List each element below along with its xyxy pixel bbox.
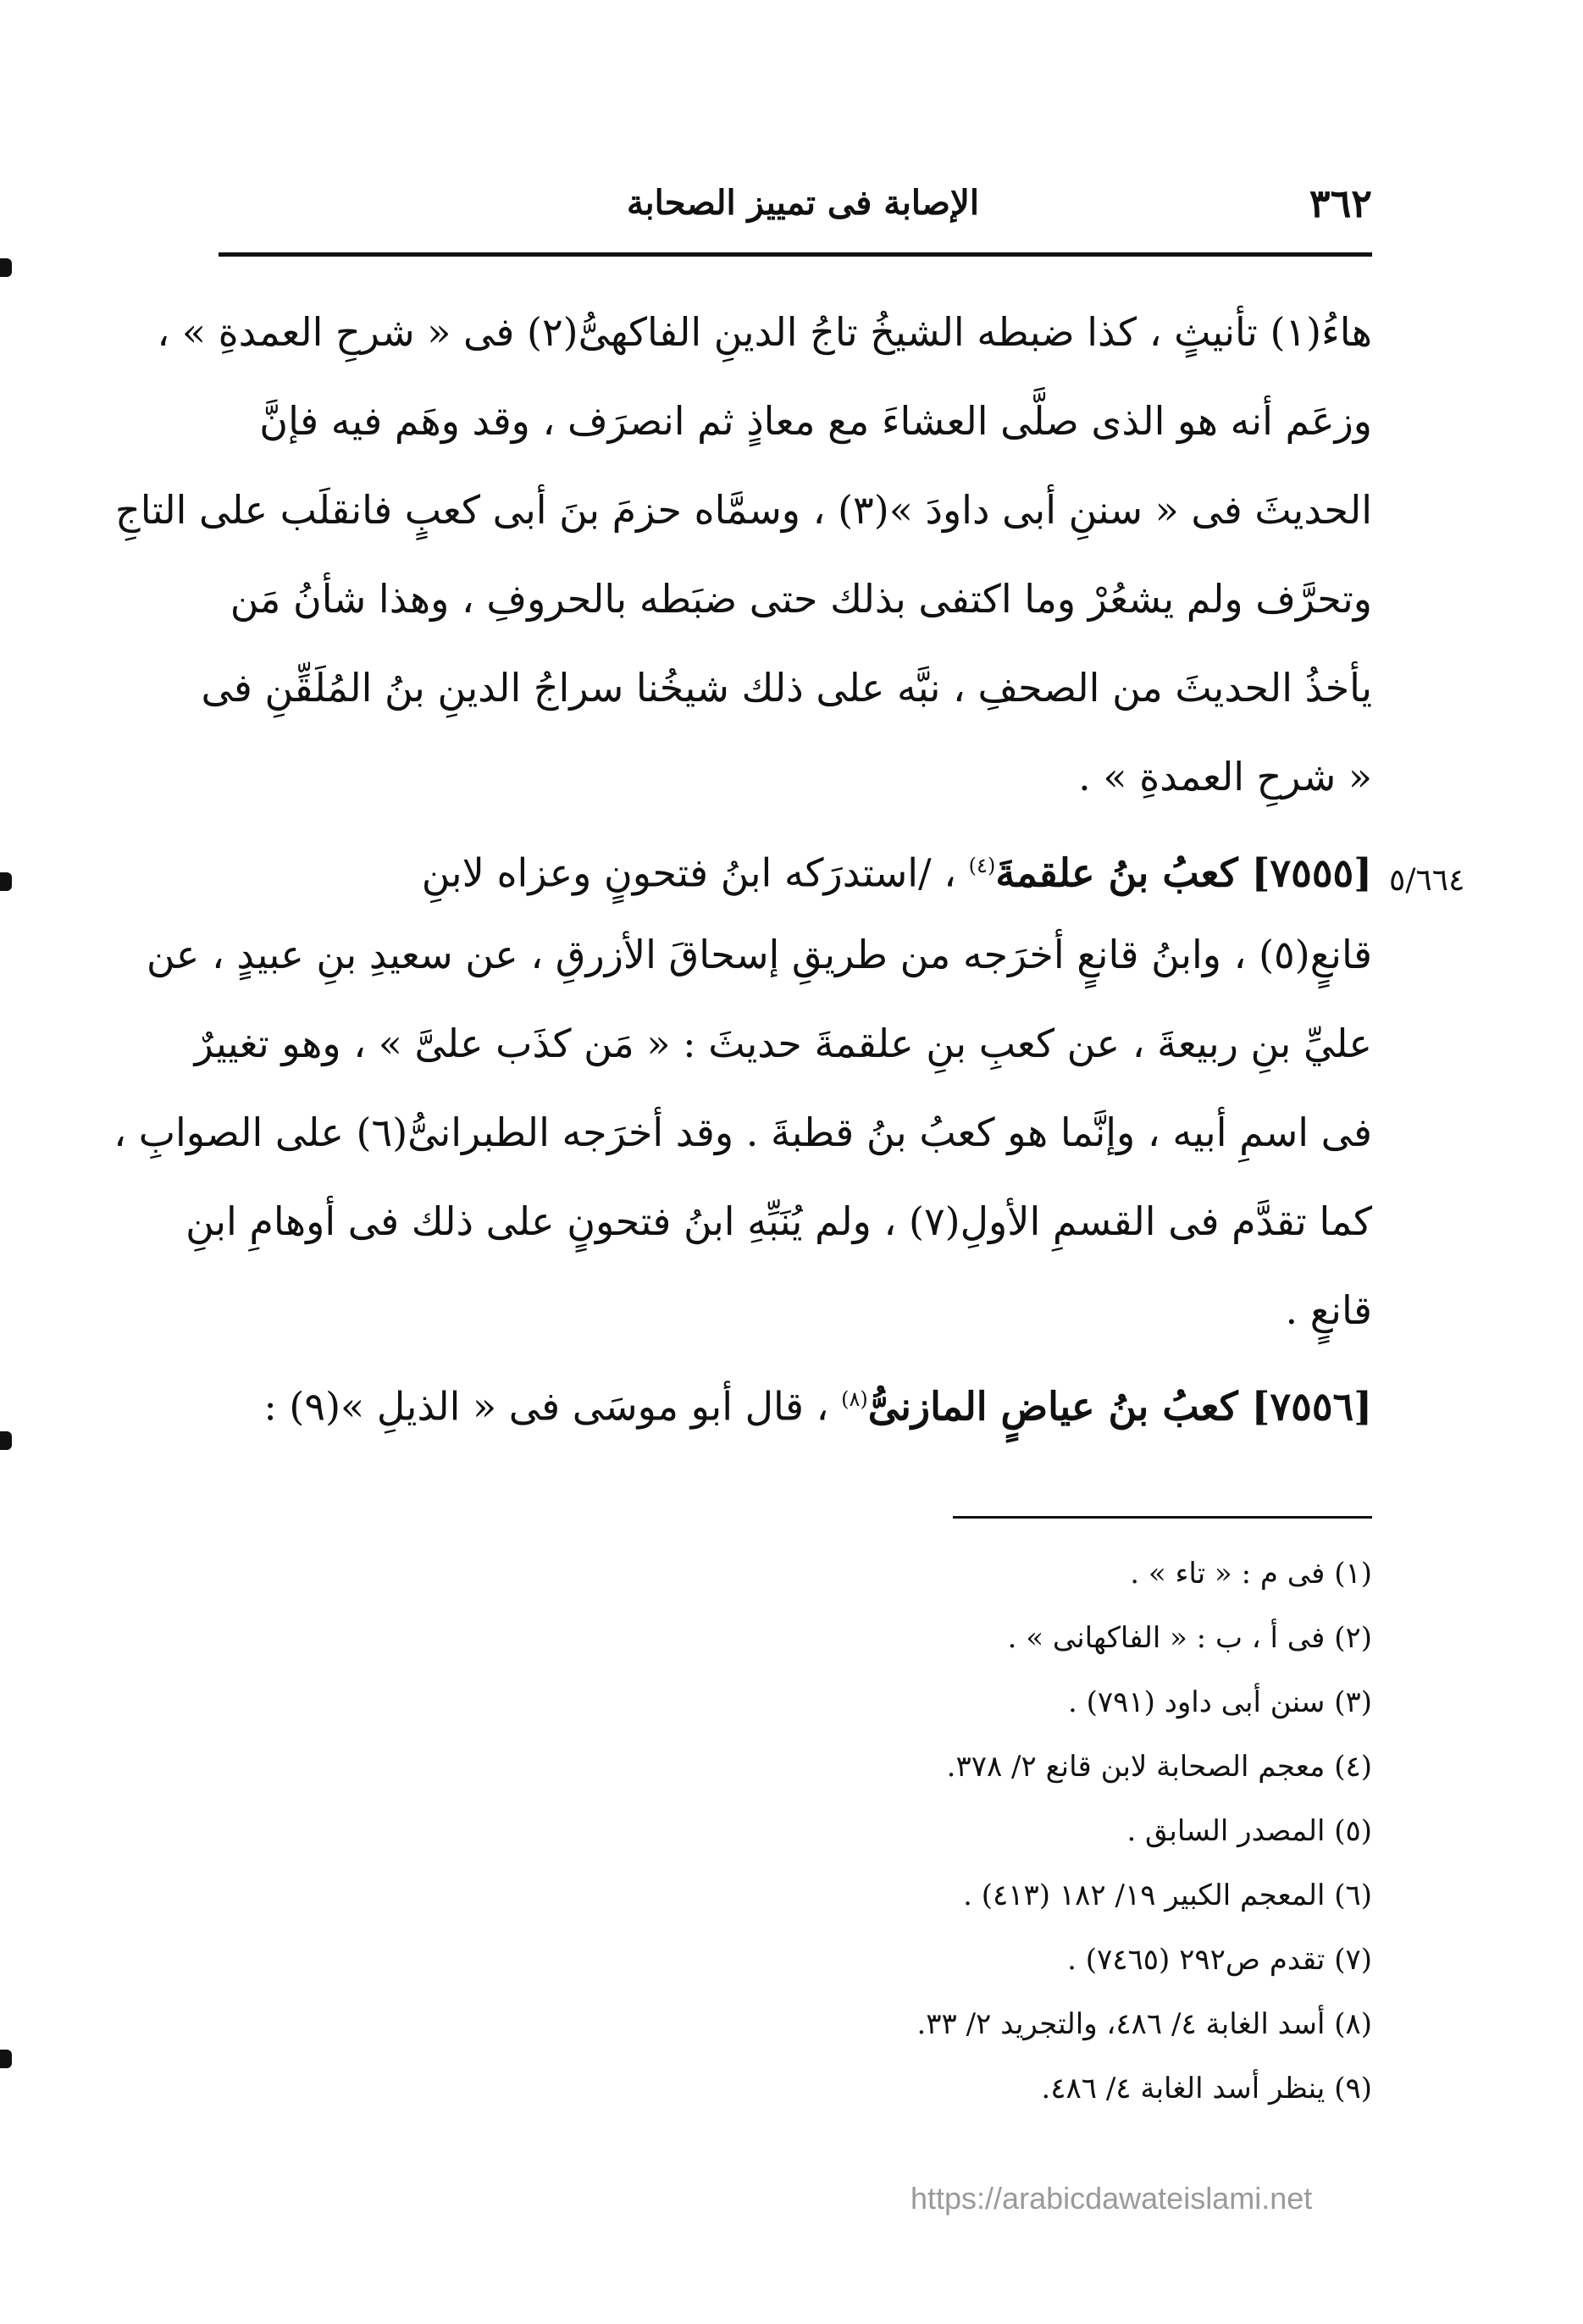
- footnote: (٥) المصدر السابق .: [1126, 1814, 1372, 1848]
- footnote: (٣) سنن أبى داود (٧٩١) .: [1067, 1685, 1372, 1719]
- footnote: (٦) المعجم الكبير ١٩/ ١٨٢ (٤١٣) .: [963, 1879, 1372, 1912]
- footnotes: [219, 1541, 1372, 2121]
- running-title: الإصابة فى تمييز الصحابة: [627, 183, 979, 223]
- footnote: (٤) معجم الصحابة لابن قانع ٢/ ٣٧٨.: [946, 1750, 1372, 1784]
- footnote-rule: [953, 1516, 1372, 1519]
- entry-7555-first-line: [219, 822, 1372, 910]
- footnote: (٧) تقدم ص٢٩٢ (٧٤٦٥) .: [1067, 1943, 1372, 1977]
- text-line: « شرحِ العمدةِ » .: [1078, 754, 1372, 800]
- page-number: ٣٦٢: [1309, 180, 1372, 226]
- entry-7555-text: ، /استدرَكه ابنُ فتحونٍ وعزاه لابنِ: [421, 849, 957, 896]
- text-line: وزعَم أنه هو الذى صلَّى العشاءَ مع معاذٍ ثم انصرَف ، وقد وهَم فيه فإنَّ: [259, 398, 1372, 444]
- text-line: يأخذُ الحديثَ من الصحفِ ، نبَّه على ذلك شيخُنا سراجُ الدينِ بنُ المُلَقِّنِ فى: [201, 665, 1372, 711]
- text-line: عليِّ بنِ ربيعةَ ، عن كعبِ بنِ علقمةَ حديثَ : « مَن كذَب علىَّ » ، وهو تغييرٌ: [194, 1021, 1372, 1066]
- entry-7555-footnote-ref: (٤): [968, 854, 996, 877]
- footnote: (٨) أسد الغابة ٤/ ٤٨٦، والتجريد ٢/ ٣٣.: [916, 2007, 1372, 2041]
- footnote: (٩) ينظر أسد الغابة ٤/ ٤٨٦.: [1041, 2072, 1372, 2105]
- text-line: الحديثَ فى « سننِ أبى داودَ »(٣) ، وسمَّاه حزمَ بنَ أبى كعبٍ فانقلَب على التاجِ: [115, 487, 1372, 533]
- main-text: [113, 288, 1372, 1444]
- entry-7556-title: [٧٥٥٦] كعبُ بنُ عياضٍ المازنىُّ: [867, 1383, 1372, 1430]
- margin-volume-page-note: ٥/٦٦٤: [1389, 863, 1465, 898]
- footnote: (١) فى م : « تاء » .: [1130, 1557, 1372, 1591]
- scan-edge-mark: [0, 1431, 12, 1450]
- text-line: قانعٍ(٥) ، وابنُ قانعٍ أخرَجه من طريقِ إسحاقَ الأزرقِ ، عن سعيدِ بنِ عبيدٍ ، عن: [146, 932, 1372, 977]
- footnote: (٢) فى أ ، ب : « الفاكهانى » .: [1007, 1621, 1372, 1655]
- text-line: كما تقدَّم فى القسمِ الأولِ(٧) ، ولم يُنَبِّهِ ابنُ فتحونٍ على ذلك فى أوهامِ ابنِ: [185, 1198, 1372, 1244]
- scan-edge-mark: [0, 258, 12, 277]
- scan-edge-mark: [0, 2050, 12, 2068]
- entry-7555-title: [٧٥٥٥] كعبُ بنُ علقمةَ: [995, 849, 1372, 896]
- text-line: هاءُ(١) تأنيثٍ ، كذا ضبطه الشيخُ تاجُ الدينِ الفاكهىُّ(٢) فى « شرحِ العمدةِ » ،: [157, 309, 1372, 355]
- watermark-url: https://arabicdawateislami.net: [911, 2181, 1313, 2216]
- text-line: قانعٍ .: [1285, 1287, 1372, 1333]
- text-line: فى اسمِ أبيه ، وإنَّما هو كعبُ بنُ قطبةَ . وقد أخرَجه الطبرانىُّ(٦) على الصوابِ ،: [113, 1109, 1372, 1155]
- scan-edge-mark: [0, 872, 12, 891]
- entry-7556-line: [219, 1355, 1372, 1444]
- text-line: وتحرَّف ولم يشعُرْ وما اكتفى بذلك حتى ضبَطه بالحروفِ ، وهذا شأنُ مَن: [230, 576, 1372, 622]
- page-header: [219, 174, 1372, 233]
- entry-7556-footnote-ref: (٨): [841, 1387, 868, 1411]
- header-rule: [219, 252, 1372, 257]
- entry-7556-text: ، قال أبو موسَى فى « الذيلِ »(٩) :: [263, 1383, 829, 1430]
